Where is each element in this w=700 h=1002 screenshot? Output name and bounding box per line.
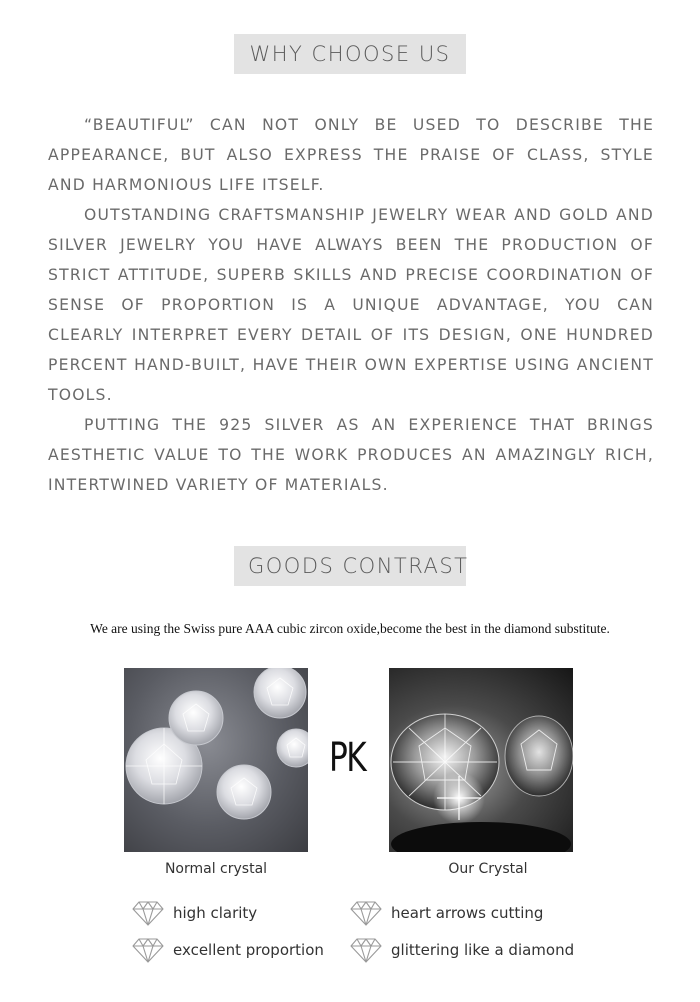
feature-excellent-proportion [132,935,324,965]
contrast-tagline: We are using the Swiss pure AAA cubic zircon oxide,become the best in the diamond substitute. [90,621,610,636]
feature-high-clarity [132,898,257,928]
diamond-outline-icon [132,937,164,963]
diamond-outline-icon [350,937,382,963]
diamond-outline-icon [350,900,382,926]
feature-label: excellent proportion [173,941,324,959]
feature-glittering-like-a-diamond [350,935,574,965]
why-choose-us-body [48,110,654,500]
why-choose-us-heading: WHY CHOOSE US [234,34,466,74]
feature-label: high clarity [173,904,258,922]
body-paragraph: PUTTING THE 925 SILVER AS AN EXPERIENCE THAT BRINGS AESTHETIC VALUE TO THE WORK PRODUCES AN AMAZINGLY RICH, INTERTWINED VARIETY OF MATERIALS. [48,416,654,494]
loose-crystals-photo [124,668,308,852]
versus-label: PK [329,735,366,781]
brilliant-crystal-photo [389,668,573,852]
feature-label: heart arrows cutting [391,904,544,922]
normal-crystal-photo [124,668,308,852]
our-crystal-caption: Our Crystal [448,861,528,877]
body-paragraph: “BEAUTIFUL” CAN NOT ONLY BE USED TO DESCRIBE THE APPEARANCE, BUT ALSO EXPRESS THE PRAISE OF CLASS, STYLE AND HARMONIOUS LIFE ITSELF. [48,116,654,194]
normal-crystal-caption: Normal crystal [164,861,268,877]
body-paragraph: OUTSTANDING CRAFTSMANSHIP JEWELRY WEAR AND GOLD AND SILVER JEWELRY YOU HAVE ALWAYS BEEN THE PRODUCTION OF STRICT ATTITUDE, SUPERB SKILLS AND PRECISE COORDINATION OF SENSE OF PROPORTION IS A UNIQUE ADVANTAGE, YOU CAN CLEARLY INTERPRET EVERY DETAIL OF ITS DESIGN, ONE HUNDRED PERCENT HAND-BUILT, HAVE THEIR OWN EXPERTISE USING ANCIENT TOOLS. [48,206,654,404]
feature-label: glittering like a diamond [391,941,575,959]
diamond-outline-icon [132,900,164,926]
feature-heart-arrows-cutting [350,898,543,928]
our-crystal-photo [389,668,573,852]
goods-contrast-heading: GOODS CONTRAST [234,546,466,586]
